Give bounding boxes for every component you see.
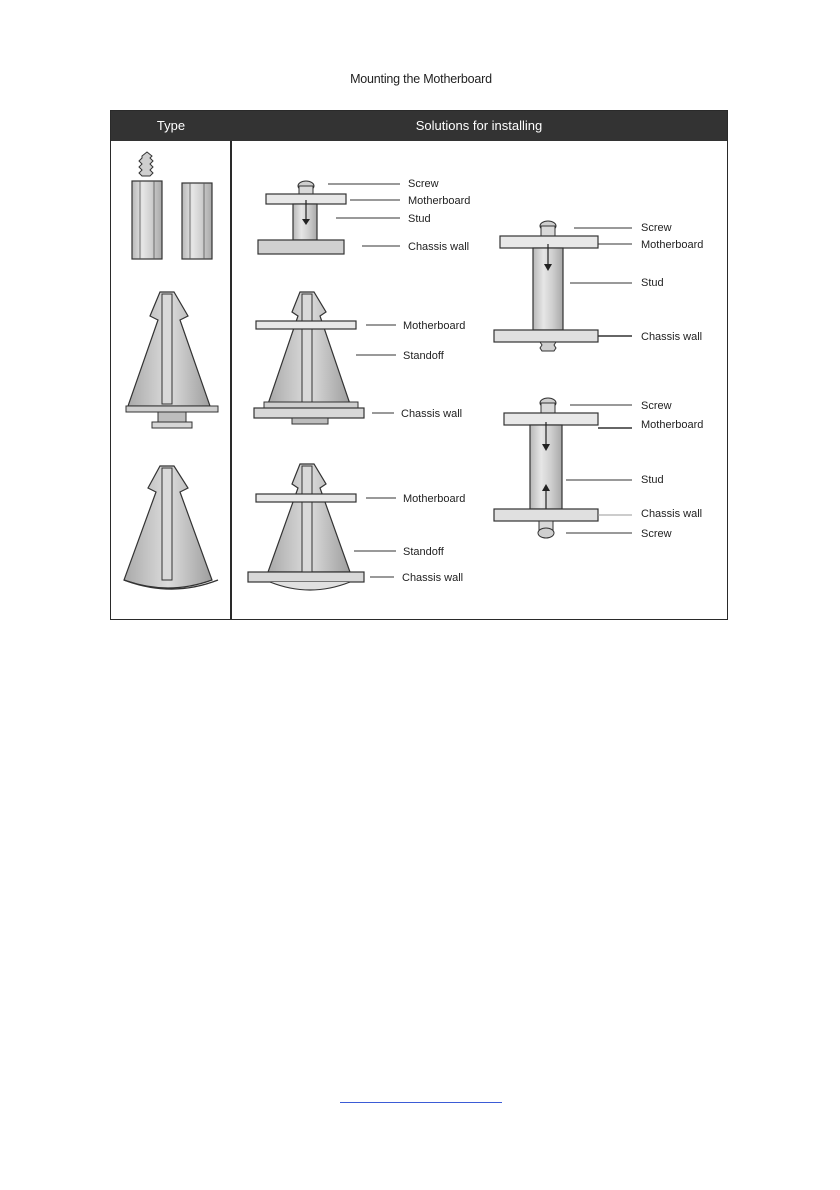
label-screw-4: Screw <box>641 528 672 540</box>
label-motherboard: Motherboard <box>408 195 471 207</box>
label-standoff-2: Standoff <box>403 546 444 558</box>
type-standoff-curved-icon <box>124 466 218 589</box>
footer-link[interactable] <box>340 1099 502 1103</box>
label-stud: Stud <box>408 213 431 225</box>
label-screw: Screw <box>408 178 439 190</box>
label-chassis-wall-2: Chassis wall <box>401 408 463 420</box>
label-chassis-wall-3: Chassis wall <box>402 572 464 584</box>
label-chassis-wall-5: Chassis wall <box>641 508 703 520</box>
label-motherboard-2: Motherboard <box>403 320 466 332</box>
header-type: Type <box>156 118 186 133</box>
solution-long-stud-diagram <box>494 221 703 351</box>
solution-standoff-flat-diagram <box>254 292 465 424</box>
label-motherboard-4: Motherboard <box>641 239 704 251</box>
label-stud-3: Stud <box>641 474 664 486</box>
label-screw-3: Screw <box>641 400 672 412</box>
label-motherboard-3: Motherboard <box>403 493 466 505</box>
solution-standoff-curved-diagram <box>248 464 465 590</box>
label-motherboard-5: Motherboard <box>641 419 704 431</box>
label-screw-2: Screw <box>641 222 672 234</box>
type-standoff-flat-icon <box>126 292 218 428</box>
header-solutions: Solutions for installing <box>415 118 543 133</box>
solution-screw-stud-diagram <box>258 178 470 254</box>
solution-double-screw-diagram <box>494 398 703 540</box>
type-stud-icon <box>132 152 162 259</box>
label-chassis-wall: Chassis wall <box>408 241 470 253</box>
page-title: Mounting the Motherboard <box>350 72 492 86</box>
label-chassis-wall-4: Chassis wall <box>641 331 703 343</box>
label-standoff: Standoff <box>403 350 444 362</box>
label-stud-2: Stud <box>641 277 664 289</box>
type-female-stud-icon <box>182 183 212 259</box>
